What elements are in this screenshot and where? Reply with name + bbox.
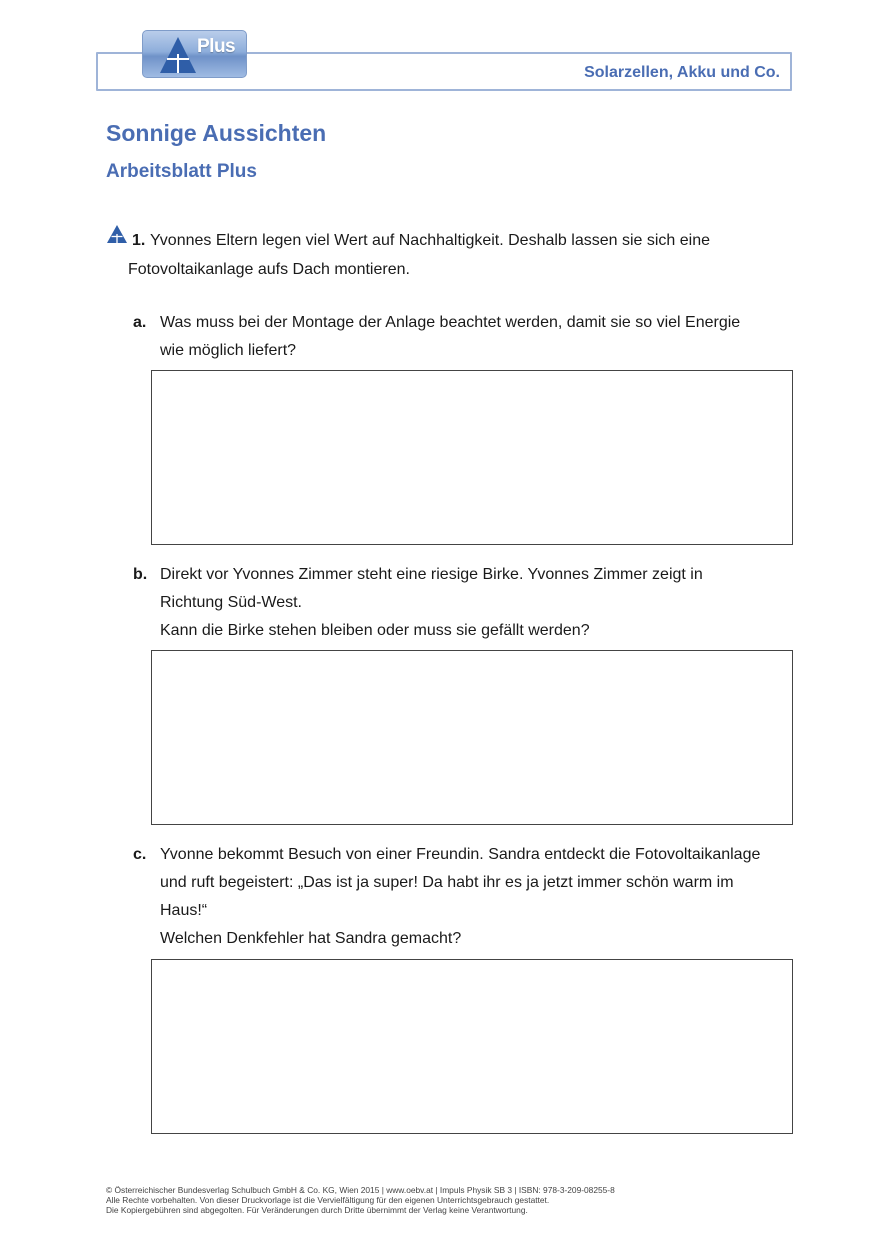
task-intro-line: Yvonnes Eltern legen viel Wert auf Nachhaltigkeit. Deshalb lassen sie sich eine	[150, 232, 711, 249]
page-subtitle: Arbeitsblatt Plus	[106, 161, 257, 182]
subtask-c-label: c.	[133, 846, 147, 863]
subtask-b-label: b.	[133, 566, 148, 583]
subtask-b-text	[160, 561, 780, 645]
subtask-b-line: Richtung Süd-West.	[160, 594, 302, 611]
logo-text: Plus	[197, 36, 236, 57]
subtask-c-text	[160, 841, 780, 953]
task-intro	[128, 226, 768, 284]
footer-line: Alle Rechte vorbehalten. Von dieser Druckvorlage ist die Vervielfältigung für den eigenen Unterrichtsgebrauch gestattet.	[106, 1195, 550, 1205]
triangle-logo-icon	[159, 36, 197, 74]
subtask-a-label: a.	[133, 314, 147, 331]
page-title: Sonnige Aussichten	[106, 120, 327, 146]
header-title: Solarzellen, Akku und Co.	[584, 64, 780, 81]
footer-line: Die Kopiergebühren sind abgegolten. Für Veränderungen durch Dritte übernimmt der Verlag keine Verantwortung.	[106, 1205, 528, 1215]
subtask-a-line: wie möglich liefert?	[160, 342, 297, 359]
subtask-a-line: Was muss bei der Montage der Anlage beachtet werden, damit sie so viel Energie	[160, 314, 741, 331]
task-number: 1.	[132, 232, 146, 249]
task-intro-line: Fotovoltaikanlage aufs Dach montieren.	[128, 261, 410, 278]
answer-box-c[interactable]	[151, 959, 793, 1134]
answer-box-a[interactable]	[151, 370, 793, 545]
footer-copyright	[106, 1185, 786, 1215]
subtask-b-line: Direkt vor Yvonnes Zimmer steht eine riesige Birke. Yvonnes Zimmer zeigt in	[160, 566, 703, 583]
subtask-b-line: Kann die Birke stehen bleiben oder muss sie gefällt werden?	[160, 622, 590, 639]
footer-line: © Österreichischer Bundesverlag Schulbuch GmbH & Co. KG, Wien 2015 | www.oebv.at | Impuls Physik SB 3 | ISBN: 978-3-209-08255-8	[106, 1185, 615, 1195]
subtask-c-line: Haus!“	[160, 902, 208, 919]
subtask-c-line: Welchen Denkfehler hat Sandra gemacht?	[160, 930, 462, 947]
subtask-c-line: und ruft begeistert: „Das ist ja super! Da habt ihr es ja jetzt immer schön warm im	[160, 874, 734, 891]
triangle-task-icon	[107, 225, 127, 243]
subtask-a-text	[160, 309, 780, 365]
plus-logo	[142, 30, 247, 78]
answer-box-b[interactable]	[151, 650, 793, 825]
subtask-c-line: Yvonne bekommt Besuch von einer Freundin. Sandra entdeckt die Fotovoltaikanlage	[160, 846, 761, 863]
